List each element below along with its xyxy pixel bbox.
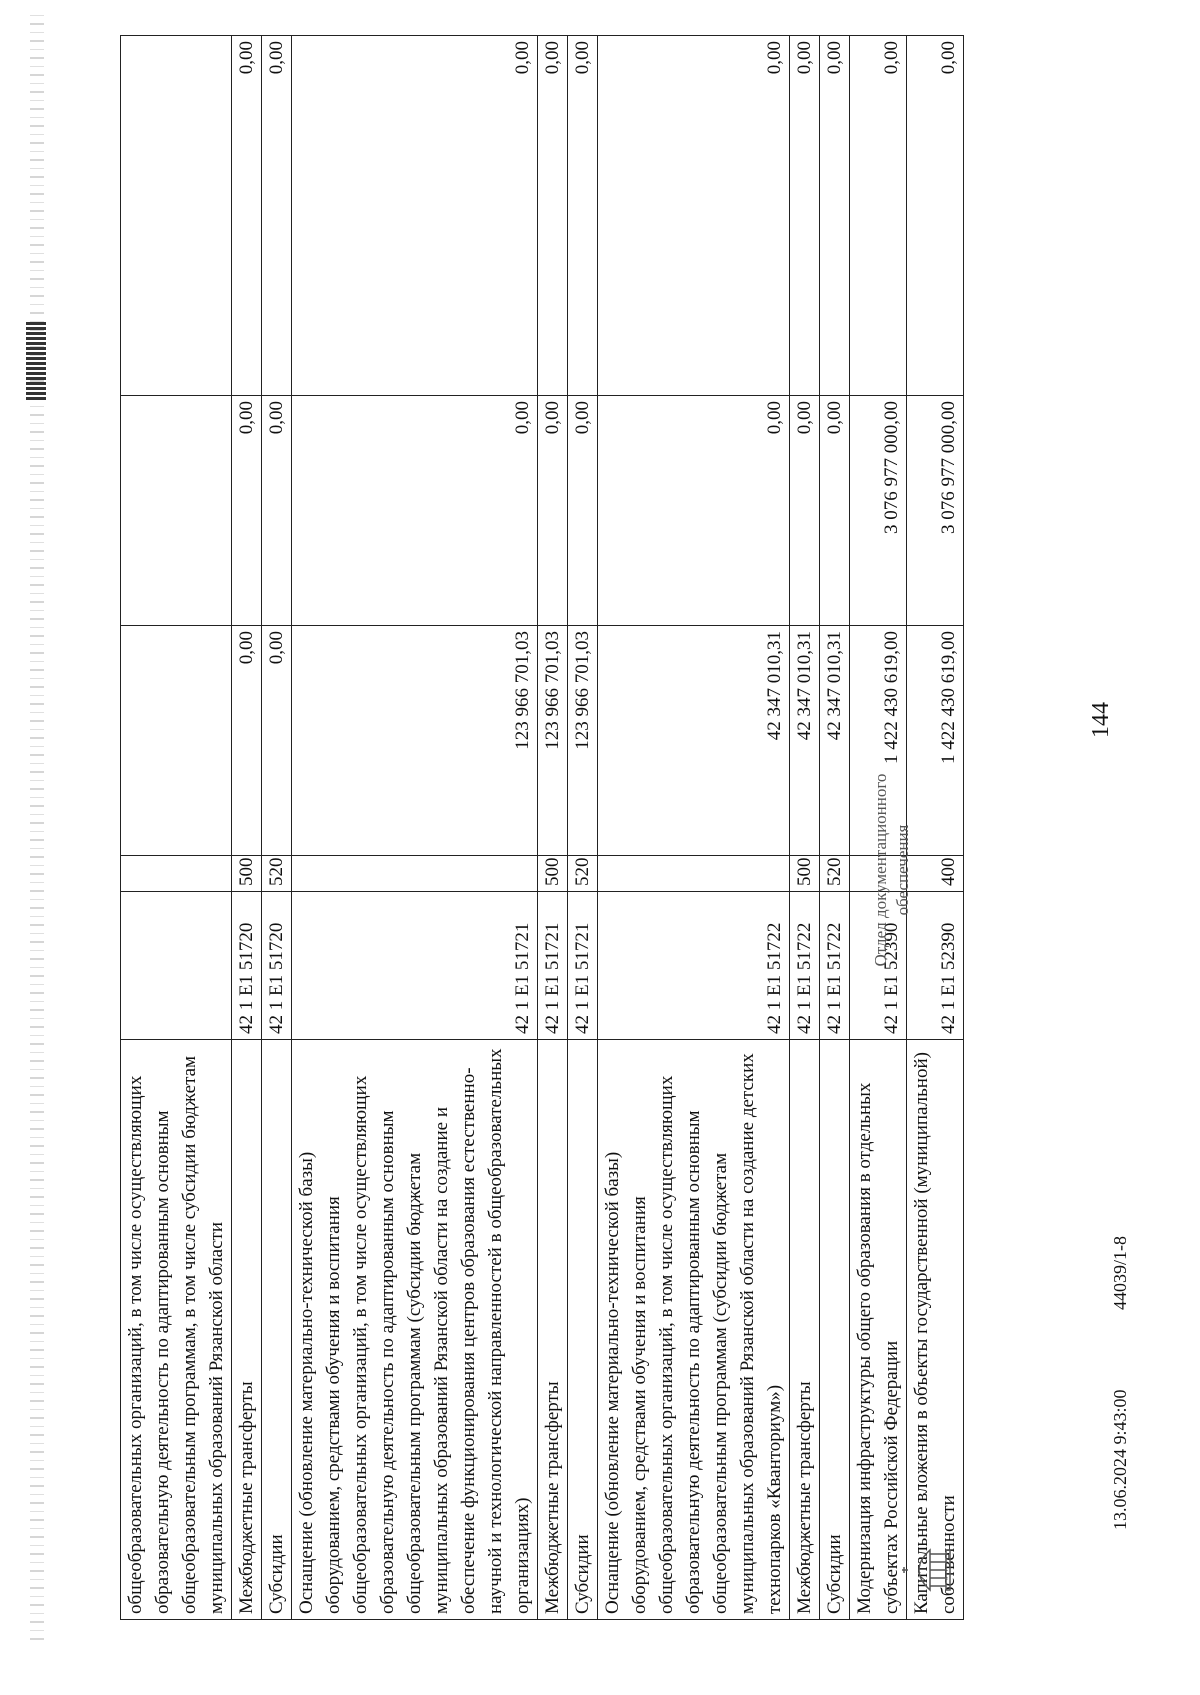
rotated-page xyxy=(0,10,1200,1640)
row-csr-code: 42 1 E1 51721 xyxy=(568,892,598,1040)
row-sum-3: 0,00 xyxy=(568,36,598,396)
row-sum-3: 0,00 xyxy=(292,36,538,396)
row-description: Межбюджетные трансферты xyxy=(790,1040,820,1620)
row-sum-1: 1 422 430 619,00 xyxy=(850,626,907,856)
row-description: Межбюджетные трансферты xyxy=(232,1040,262,1620)
budget-table xyxy=(120,35,964,1620)
scan-barcode-mark xyxy=(26,320,46,400)
row-vr-code: 500 xyxy=(790,856,820,892)
row-sum-1: 0,00 xyxy=(232,626,262,856)
scan-artifact-strip xyxy=(30,10,44,1640)
document-code: 44039/1-8 xyxy=(1110,1236,1130,1310)
stamp-line-1: Отдел документационного xyxy=(871,773,890,967)
row-sum-1: 42 347 010,31 xyxy=(820,626,850,856)
row-sum-3: 0,00 xyxy=(232,36,262,396)
row-description: Модернизация инфраструктуры общего образования в отдельных субъектах Российской Федерации xyxy=(850,1040,907,1620)
row-sum-1: 42 347 010,31 xyxy=(598,626,790,856)
row-vr-code: 500 xyxy=(538,856,568,892)
row-description: Оснащение (обновление материально-технической базы) оборудованием, средствами обучения и воспитания общеобразовательных организаций, в том числе осуществляющих образовательную деятельность по адаптированным основным общеобразовательным программам (субсидии бюджетам муниципальных образований Рязанской области на создание детских технопарков «Кванториум») xyxy=(598,1040,790,1620)
row-sum-2: 0,00 xyxy=(568,396,598,626)
row-csr-code: 42 1 E1 51722 xyxy=(598,892,790,1040)
row-description: Субсидии xyxy=(262,1040,292,1620)
row-csr-code xyxy=(121,892,232,1040)
row-sum-2: 0,00 xyxy=(820,396,850,626)
row-sum-1 xyxy=(121,626,232,856)
table-row xyxy=(538,36,568,1620)
print-timestamp: 13.06.2024 9:43:00 xyxy=(1110,1389,1130,1530)
table-row xyxy=(790,36,820,1620)
row-sum-3: 0,00 xyxy=(262,36,292,396)
row-sum-2 xyxy=(121,396,232,626)
row-csr-code: 42 1 E1 52390 xyxy=(907,892,964,1040)
row-sum-2: 0,00 xyxy=(262,396,292,626)
row-sum-2: 0,00 xyxy=(790,396,820,626)
row-vr-code: 400 xyxy=(907,856,964,892)
row-sum-3: 0,00 xyxy=(538,36,568,396)
row-sum-2: 3 076 977 000,00 xyxy=(907,396,964,626)
row-sum-3: 0,00 xyxy=(790,36,820,396)
page-number: 144 xyxy=(1088,702,1114,738)
row-sum-3: 0,00 xyxy=(850,36,907,396)
row-sum-2: 0,00 xyxy=(598,396,790,626)
table-row xyxy=(820,36,850,1620)
row-sum-1: 123 966 701,03 xyxy=(538,626,568,856)
row-sum-2: 0,00 xyxy=(292,396,538,626)
row-description: Капитальные вложения в объекты государственной (муниципальной) собственности xyxy=(907,1040,964,1620)
row-csr-code: 42 1 E1 52390 xyxy=(850,892,907,1040)
row-vr-code xyxy=(598,856,790,892)
budget-table-body xyxy=(121,36,964,1620)
row-sum-1: 1 422 430 619,00 xyxy=(907,626,964,856)
row-sum-1: 123 966 701,03 xyxy=(292,626,538,856)
stamp-line-2: обеспечения xyxy=(893,824,912,916)
table-row xyxy=(232,36,262,1620)
coat-of-arms-emblem-icon xyxy=(900,1540,960,1600)
row-vr-code: 520 xyxy=(568,856,598,892)
row-csr-code: 42 1 E1 51720 xyxy=(262,892,292,1040)
row-description: Субсидии xyxy=(568,1040,598,1620)
table-row xyxy=(121,36,232,1620)
row-sum-3: 0,00 xyxy=(907,36,964,396)
table-row xyxy=(598,36,790,1620)
row-sum-2: 0,00 xyxy=(538,396,568,626)
row-sum-1: 42 347 010,31 xyxy=(790,626,820,856)
row-csr-code: 42 1 E1 51721 xyxy=(292,892,538,1040)
row-vr-code: 500 xyxy=(232,856,262,892)
row-sum-1: 0,00 xyxy=(262,626,292,856)
row-csr-code: 42 1 E1 51722 xyxy=(790,892,820,1040)
table-row xyxy=(568,36,598,1620)
row-vr-code xyxy=(121,856,232,892)
row-csr-code: 42 1 E1 51721 xyxy=(538,892,568,1040)
row-description: Субсидии xyxy=(820,1040,850,1620)
row-vr-code xyxy=(292,856,538,892)
department-stamp xyxy=(870,700,914,1040)
row-sum-2: 0,00 xyxy=(232,396,262,626)
row-vr-code: 520 xyxy=(262,856,292,892)
row-sum-3: 0,00 xyxy=(820,36,850,396)
table-row xyxy=(262,36,292,1620)
table-row xyxy=(907,36,964,1620)
row-sum-3: 0,00 xyxy=(598,36,790,396)
row-description: Оснащение (обновление материально-технической базы) оборудованием, средствами обучения и воспитания общеобразовательных организаций, в том числе осуществляющих образовательную деятельность по адаптированным основным общеобразовательным программам (субсидии бюджетам муниципальных образований Рязанской области на создание и обеспечение функционирования центров образования естественно-научной и технологической направленностей в общеобразовательных организациях) xyxy=(292,1040,538,1620)
row-description: Межбюджетные трансферты xyxy=(538,1040,568,1620)
row-sum-1: 123 966 701,03 xyxy=(568,626,598,856)
row-description: общеобразовательных организаций, в том числе осуществляющих образовательную деятельность по адаптированным основным общеобразовательным программам, в том числе субсидии бюджетам муниципальных образований Рязанской области xyxy=(121,1040,232,1620)
row-csr-code: 42 1 E1 51722 xyxy=(820,892,850,1040)
row-sum-2: 3 076 977 000,00 xyxy=(850,396,907,626)
row-csr-code: 42 1 E1 51720 xyxy=(232,892,262,1040)
table-row xyxy=(292,36,538,1620)
row-sum-3 xyxy=(121,36,232,396)
row-vr-code: 520 xyxy=(820,856,850,892)
